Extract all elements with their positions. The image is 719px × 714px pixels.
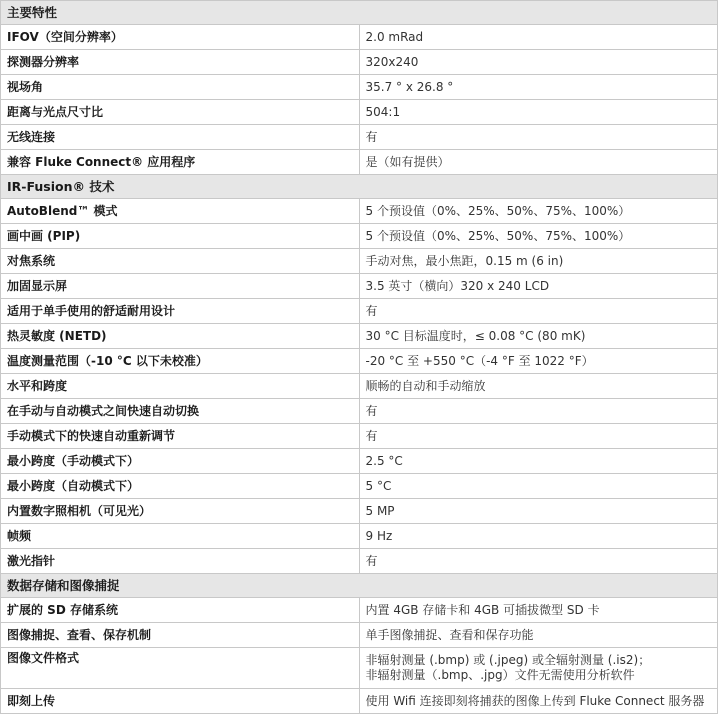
row-label: 水平和跨度 [1, 374, 360, 399]
row-value: 顺畅的自动和手动缩放 [359, 374, 718, 399]
table-row [1, 424, 718, 449]
row-label: 即刻上传 [1, 689, 360, 714]
table-row [1, 199, 718, 224]
row-label: 探测器分辨率 [1, 50, 360, 75]
row-label: 加固显示屏 [1, 274, 360, 299]
row-label: 画中画 (PIP) [1, 224, 360, 249]
row-label: 热灵敏度 (NETD) [1, 324, 360, 349]
row-label: 手动模式下的快速自动重新调节 [1, 424, 360, 449]
row-label: 兼容 Fluke Connect® 应用程序 [1, 150, 360, 175]
row-value: 有 [359, 399, 718, 424]
row-label: 在手动与自动模式之间快速自动切换 [1, 399, 360, 424]
table-row [1, 598, 718, 623]
table-row [1, 524, 718, 549]
table-row [1, 75, 718, 100]
table-row [1, 274, 718, 299]
table-row [1, 499, 718, 524]
table-row [1, 125, 718, 150]
row-label: 激光指针 [1, 549, 360, 574]
section-title: IR-Fusion® 技术 [1, 175, 718, 199]
table-row [1, 349, 718, 374]
table-row [1, 299, 718, 324]
row-value: 2.0 mRad [359, 25, 718, 50]
row-label: IFOV（空间分辨率） [1, 25, 360, 50]
row-value: 手动对焦，最小焦距，0.15 m (6 in) [359, 249, 718, 274]
row-label: 扩展的 SD 存储系统 [1, 598, 360, 623]
row-value: 单手图像捕捉、查看和保存功能 [359, 623, 718, 648]
row-value: 5 个预设值（0%、25%、50%、75%、100%） [359, 224, 718, 249]
row-value: 5 °C [359, 474, 718, 499]
row-value: 5 MP [359, 499, 718, 524]
row-value: 有 [359, 125, 718, 150]
row-value: 是（如有提供） [359, 150, 718, 175]
row-value: -20 °C 至 +550 °C（-4 °F 至 1022 °F） [359, 349, 718, 374]
row-value: 使用 Wifi 连接即刻将捕获的图像上传到 Fluke Connect 服务器 [359, 689, 718, 714]
row-value-line-2: 非辐射测量（.bmp、.jpg）文件无需使用分析软件 [365, 668, 635, 682]
row-value: 5 个预设值（0%、25%、50%、75%、100%） [359, 199, 718, 224]
section-header [1, 574, 718, 598]
row-label: 图像文件格式 [1, 648, 360, 689]
row-value: 有 [359, 299, 718, 324]
table-row [1, 648, 718, 689]
row-label: AutoBlend™ 模式 [1, 199, 360, 224]
row-value: 有 [359, 549, 718, 574]
row-label: 温度测量范围（-10 °C 以下未校准） [1, 349, 360, 374]
row-label: 内置数字照相机（可见光） [1, 499, 360, 524]
table-row [1, 224, 718, 249]
table-row [1, 324, 718, 349]
row-value: 504:1 [359, 100, 718, 125]
table-row [1, 150, 718, 175]
table-row [1, 100, 718, 125]
row-value: 内置 4GB 存储卡和 4GB 可插拔微型 SD 卡 [359, 598, 718, 623]
row-label: 最小跨度（手动模式下） [1, 449, 360, 474]
row-label: 视场角 [1, 75, 360, 100]
row-value: 2.5 °C [359, 449, 718, 474]
table-row [1, 25, 718, 50]
table-row [1, 249, 718, 274]
section-title: 主要特性 [1, 1, 718, 25]
row-value: 320x240 [359, 50, 718, 75]
section-header [1, 1, 718, 25]
row-label: 帧频 [1, 524, 360, 549]
row-value [359, 648, 718, 689]
row-label: 对焦系统 [1, 249, 360, 274]
row-label: 图像捕捉、查看、保存机制 [1, 623, 360, 648]
row-value: 35.7 ° x 26.8 ° [359, 75, 718, 100]
table-row [1, 623, 718, 648]
section-header [1, 175, 718, 199]
section-title: 数据存储和图像捕捉 [1, 574, 718, 598]
table-row [1, 50, 718, 75]
row-label: 适用于单手使用的舒适耐用设计 [1, 299, 360, 324]
row-value: 3.5 英寸（横向）320 x 240 LCD [359, 274, 718, 299]
row-label: 最小跨度（自动模式下） [1, 474, 360, 499]
table-row [1, 449, 718, 474]
table-row [1, 549, 718, 574]
table-row [1, 399, 718, 424]
row-label: 距离与光点尺寸比 [1, 100, 360, 125]
table-row [1, 474, 718, 499]
row-label: 无线连接 [1, 125, 360, 150]
table-row [1, 374, 718, 399]
row-value-line-1: 非辐射测量 (.bmp) 或 (.jpeg) 或全辐射测量 (.is2)； [365, 653, 651, 667]
row-value: 30 °C 目标温度时，≤ 0.08 °C (80 mK) [359, 324, 718, 349]
row-value: 有 [359, 424, 718, 449]
row-value: 9 Hz [359, 524, 718, 549]
